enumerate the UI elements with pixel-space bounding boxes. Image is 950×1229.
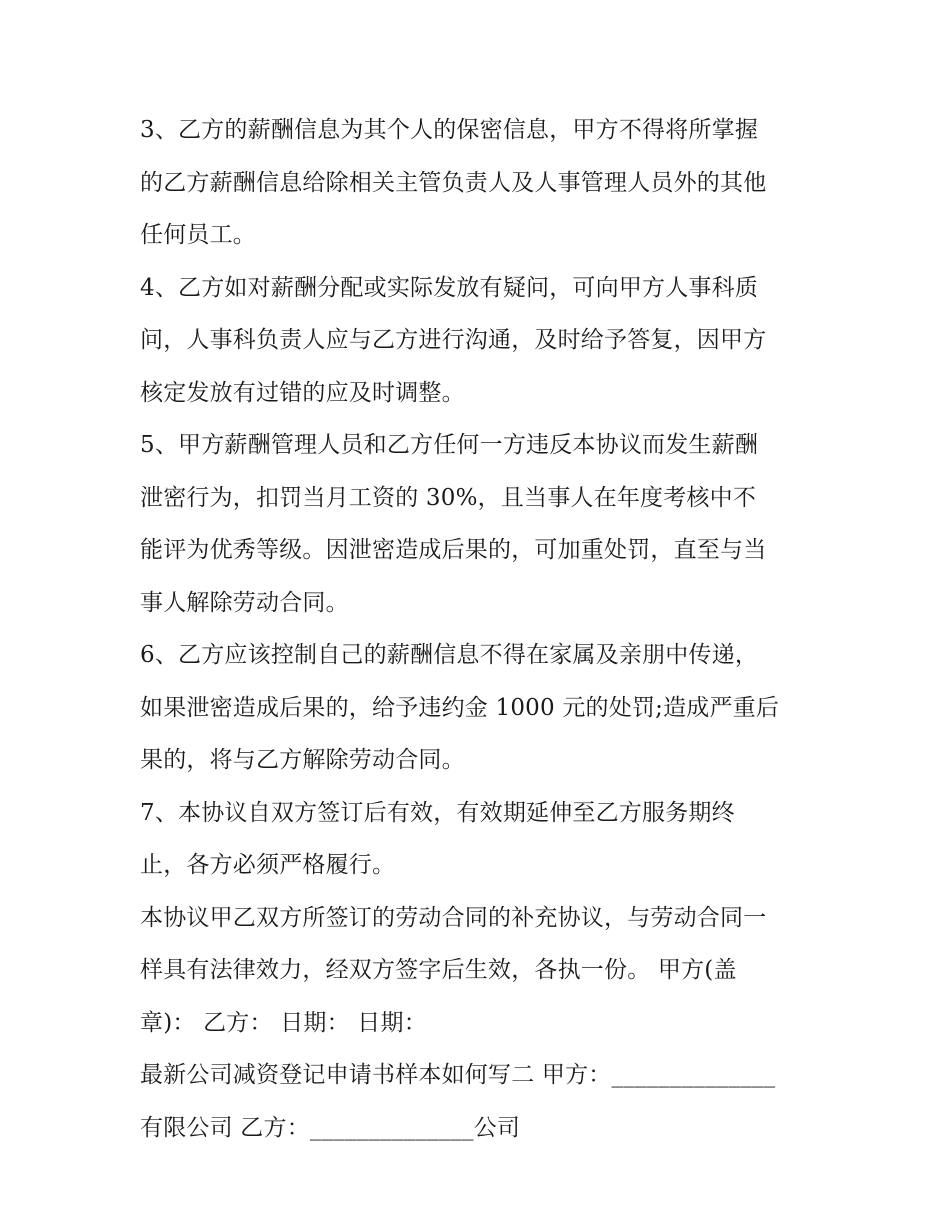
text-line: 本协议甲乙双方所签订的劳动合同的补充协议，与劳动合同一 [140,904,767,931]
text-line: 问，人事科负责人应与乙方进行沟通，及时给予答复，因甲方 [140,327,767,353]
text-line: 泄密行为，扣罚当月工资的 30%，且当事人在年度考核中不 [140,484,757,511]
text-line: 有限公司 乙方：______________公司 [140,1114,521,1141]
text-line: 能评为优秀等级。因泄密造成后果的，可加重处罚，直至与当 [140,537,767,563]
text-line: 止，各方必须严格履行。 [140,852,396,878]
text-line: 最新公司减资登记申请书样本如何写二 甲方：______________ [140,1062,776,1088]
text-line: 4、乙方如对薪酬分配或实际发放有疑问，可向甲方人事科质 [140,274,759,301]
text-line: 核定发放有过错的应及时调整。 [140,379,465,406]
text-line: 6、乙方应该控制自己的薪酬信息不得在家属及亲朋中传递， [140,642,759,668]
text-line: 如果泄密造成后果的，给予违约金 1000 元的处罚;造成严重后 [140,694,780,721]
text-line: 样具有法律效力，经双方签字后生效，各执一份。 甲方(盖 [140,957,737,983]
text-line: 的乙方薪酬信息给除相关主管负责人及人事管理人员外的其他 [140,169,767,196]
text-line: 5、甲方薪酬管理人员和乙方任何一方违反本协议而发生薪酬 [140,432,759,458]
text-line: 任何员工。 [140,222,256,248]
text-line: 3、乙方的薪酬信息为其个人的保密信息，甲方不得将所掌握 [140,117,759,143]
document-body [140,108,820,1158]
text-line: 果的，将与乙方解除劳动合同。 [140,747,465,773]
text-line: 7、本协议自双方签订后有效，有效期延伸至乙方服务期终 [140,799,735,826]
text-line: 章)： 乙方： 日期： 日期： [140,1009,427,1036]
text-line: 事人解除劳动合同。 [140,589,349,616]
